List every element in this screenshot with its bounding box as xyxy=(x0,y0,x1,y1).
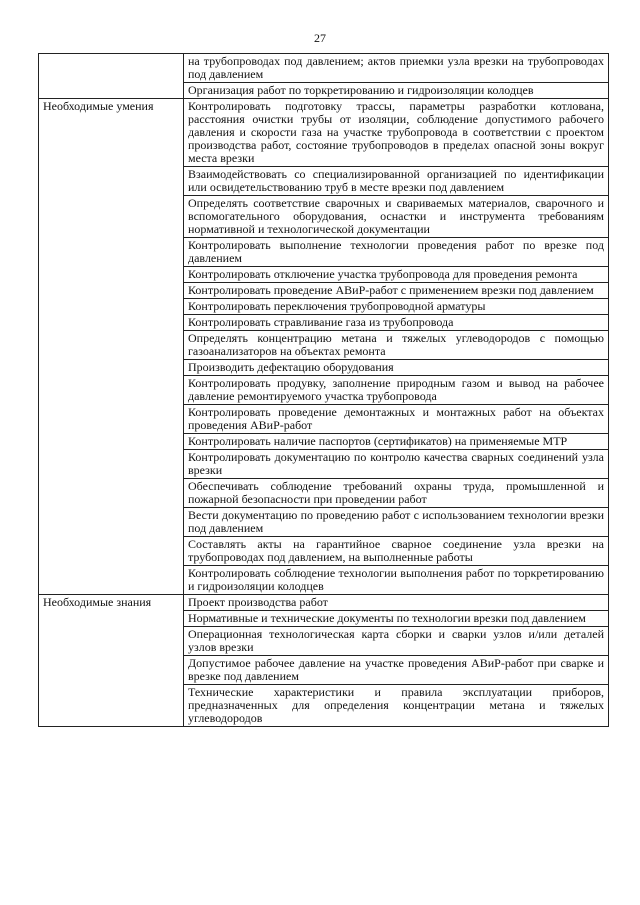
requirement-item: Вести документацию по проведению работ с использованием технологии врезки под давлением xyxy=(184,508,609,537)
requirement-item: Контролировать продувку, заполнение природным газом и вывод на рабочее давление ремонтируемого участка трубопровода xyxy=(184,376,609,405)
requirement-item: на трубопроводах под давлением; актов приемки узла врезки на трубопроводах под давлением xyxy=(184,54,609,83)
requirement-item: Контролировать подготовку трассы, параметры разработки котлована, расстояния очистки трубы от изоляции, соблюдение допустимого рабочего давления и скорости газа на участке трубопровода в соответствии с проектом производства работ, состояние трубопроводов в пределах опасной зоны вокруг места врезки xyxy=(184,99,609,167)
section-label: Необходимые умения xyxy=(39,99,184,595)
requirement-item: Проект производства работ xyxy=(184,595,609,611)
requirement-item: Технические характеристики и правила эксплуатации приборов, предназначенных для определения концентрации метана и тяжелых углеводородов xyxy=(184,685,609,727)
section-label: Необходимые знания xyxy=(39,595,184,727)
requirement-item: Операционная технологическая карта сборки и сварки узлов и/или деталей узлов врезки xyxy=(184,627,609,656)
page-number: 27 xyxy=(314,31,326,45)
requirement-item: Контролировать документацию по контролю качества сварных соединений узла врезки xyxy=(184,450,609,479)
requirement-item: Контролировать наличие паспортов (сертификатов) на применяемые МТР xyxy=(184,434,609,450)
requirements-table xyxy=(38,53,609,727)
requirement-item: Нормативные и технические документы по технологии врезки под давлением xyxy=(184,611,609,627)
table-row xyxy=(39,54,609,83)
requirement-item: Контролировать соблюдение технологии выполнения работ по торкретированию и гидроизоляции колодцев xyxy=(184,566,609,595)
requirement-item: Контролировать выполнение технологии проведения работ по врезке под давлением xyxy=(184,238,609,267)
section-label xyxy=(39,54,184,99)
table-row xyxy=(39,99,609,167)
requirement-item: Составлять акты на гарантийное сварное соединение узла врезки на трубопроводах под давлением, на выполненные работы xyxy=(184,537,609,566)
requirement-item: Определять концентрацию метана и тяжелых углеводородов с помощью газоанализаторов на объектах ремонта xyxy=(184,331,609,360)
requirement-item: Допустимое рабочее давление на участке проведения АВиР-работ при сварке и врезке под давлением xyxy=(184,656,609,685)
requirement-item: Производить дефектацию оборудования xyxy=(184,360,609,376)
requirement-item: Обеспечивать соблюдение требований охраны труда, промышленной и пожарной безопасности при проведении работ xyxy=(184,479,609,508)
requirement-item: Контролировать переключения трубопроводной арматуры xyxy=(184,299,609,315)
requirement-item: Контролировать проведение АВиР-работ с применением врезки под давлением xyxy=(184,283,609,299)
requirement-item: Контролировать стравливание газа из трубопровода xyxy=(184,315,609,331)
requirement-item: Контролировать отключение участка трубопровода для проведения ремонта xyxy=(184,267,609,283)
requirement-item: Контролировать проведение демонтажных и монтажных работ на объектах проведения АВиР-работ xyxy=(184,405,609,434)
requirement-item: Организация работ по торкретированию и гидроизоляции колодцев xyxy=(184,83,609,99)
table-body xyxy=(39,54,609,727)
table-row xyxy=(39,595,609,611)
requirement-item: Взаимодействовать со специализированной организацией по идентификации или освидетельствованию труб в месте врезки под давлением xyxy=(184,167,609,196)
requirement-item: Определять соответствие сварочных и свариваемых материалов, сварочного и вспомогательного оборудования, оснастки и инструмента требованиям нормативной и технологической документации xyxy=(184,196,609,238)
